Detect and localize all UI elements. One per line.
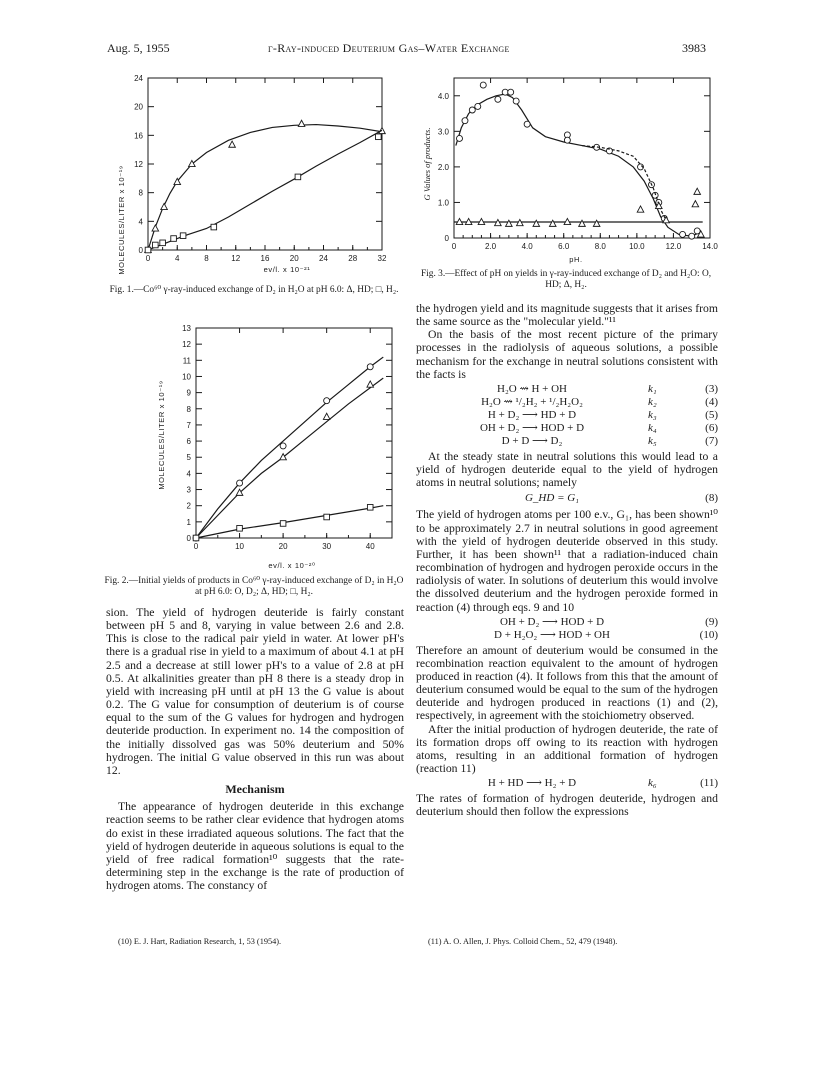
data-point-triangle <box>692 201 699 207</box>
data-point-circle <box>475 103 481 109</box>
data-point-circle <box>495 96 501 102</box>
page-number: 3983 <box>682 41 706 55</box>
x-tick-label: 20 <box>278 542 288 551</box>
y-tick-label: 13 <box>182 324 191 333</box>
data-point-square <box>193 535 199 541</box>
right-paragraph-7: The rates of formation of hydrogen deuteride, hydrogen and deuterium should then follow the expressions <box>416 792 718 819</box>
series-curve <box>582 146 668 224</box>
data-point-square <box>280 521 286 527</box>
data-point-triangle <box>549 220 556 226</box>
equation-6: OH + D₂ ⟶ HOD + D k₄ (6) <box>479 421 718 434</box>
figure-3-series-2 <box>454 188 704 237</box>
data-point-circle <box>689 233 695 239</box>
data-point-triangle <box>367 381 374 387</box>
y-tick-label: 5 <box>186 453 191 463</box>
x-tick-label: 20 <box>289 254 299 263</box>
x-tick-label: 0 <box>451 242 457 251</box>
data-point-circle <box>237 480 243 486</box>
right-paragraph-3: At the steady state in neutral solutions this would lead to a yield of hydrogen deuteride equal to the yield of hydrogen atoms in neutral solutions; namely <box>416 449 718 490</box>
figure-3-plot <box>418 74 718 264</box>
equation-5: H + D₂ ⟶ HD + D k₃ (5) <box>487 408 718 421</box>
x-tick-label: 6.0 <box>558 242 570 251</box>
x-tick-label: 28 <box>348 254 358 263</box>
data-point-circle <box>469 107 475 113</box>
figure-1-series-1 <box>145 130 382 252</box>
data-point-circle <box>508 89 514 95</box>
equation-4: H₂O ⇝ ¹/₂H₂ + ¹/₂H₂O₂ k₂ (4) <box>481 395 718 408</box>
y-tick-label: 8 <box>138 188 143 198</box>
section-heading: Mechanism <box>225 782 285 797</box>
y-tick-label: 12 <box>182 340 191 350</box>
figure-2-ylabel: MOLECULES/LITER x 10⁻¹⁹ <box>157 380 166 490</box>
data-point-square <box>160 240 166 246</box>
equation-8: G_HD = G₁ (8) <box>524 492 718 505</box>
figure-3-xlabel: pH. <box>569 255 583 264</box>
y-tick-label: 1 <box>186 517 191 527</box>
data-point-circle <box>480 82 486 88</box>
series-curve <box>456 94 699 236</box>
equation-9: OH + D₂ ⟶ HOD + D (9) <box>499 615 718 628</box>
y-tick-label: 0 <box>186 534 191 543</box>
figure-2-series-1 <box>196 378 383 538</box>
figure-3-series-1 <box>582 146 668 224</box>
data-point-square <box>376 134 382 140</box>
data-point-circle <box>456 135 462 141</box>
equation-11: H + HD ⟶ H₂ + D k₆ (11) <box>487 777 718 790</box>
x-tick-label: 40 <box>365 542 375 551</box>
y-tick-label: 4 <box>186 469 191 479</box>
right-paragraph-2: On the basis of the most recent picture of the primary processes in the radiolysis of aqueous solutions, a possible mechanism for the exchange in neutral solutions consistent with the facts is <box>416 328 718 381</box>
figure-1-ylabel: MOLECULES/LITER x 10⁻¹⁹ <box>117 165 126 275</box>
data-point-triangle <box>280 454 287 460</box>
footnote-11: (11) A. O. Allen, J. Phys. Colloid Chem., 52, 479 (1948). <box>428 937 618 946</box>
series-curve <box>196 378 383 538</box>
y-tick-label: 11 <box>182 356 191 366</box>
figure-3-ylabel: G Values of products. <box>422 127 432 201</box>
x-tick-label: 10.0 <box>629 242 645 251</box>
data-point-triangle <box>152 225 159 231</box>
data-point-triangle <box>161 203 168 209</box>
figure-2-chart <box>150 320 400 575</box>
running-title: γ-Ray-induced Deuterium Gas–Water Exchange <box>268 41 510 55</box>
data-point-triangle <box>298 120 305 126</box>
y-tick-label: 6 <box>186 437 191 447</box>
x-tick-label: 8 <box>204 254 209 263</box>
equation-10: D + H₂O₂ ⟶ HOD + OH (10) <box>494 628 718 641</box>
x-tick-label: 8.0 <box>594 242 606 251</box>
y-tick-label: 7 <box>186 420 191 430</box>
figure-2-plot <box>150 320 400 575</box>
right-paragraph-4: The yield of hydrogen atoms per 100 e.v., G₁, has been shown¹⁰ to be approximately 2.7 in neutral solutions in good agreement with the yield of hydrogen deuteride observed in this study. Further, it has been shown¹¹ that a radiation-induced chain recombination of hydrogen and hydrogen peroxide occurs in the radiolysis of water. In solutions of deuterium this would involve the dissolved deuterium and the hydrogen peroxide formed in reaction (4) through eqs. 9 and 10 <box>416 508 718 614</box>
data-point-triangle <box>323 413 330 419</box>
figure-2-series-0 <box>193 357 383 541</box>
x-tick-label: 12 <box>231 254 241 263</box>
x-tick-label: 16 <box>260 254 270 263</box>
data-point-square <box>180 233 186 239</box>
figure-2-series-2 <box>193 505 383 541</box>
y-tick-label: 4 <box>138 217 143 227</box>
data-point-circle <box>280 443 286 449</box>
data-point-triangle <box>637 206 644 212</box>
series-curve <box>196 506 383 538</box>
data-point-circle <box>462 118 468 124</box>
data-point-square <box>237 526 243 532</box>
y-tick-label: 0 <box>444 234 449 243</box>
x-tick-label: 0 <box>145 254 151 263</box>
x-tick-label: 0 <box>193 542 199 551</box>
data-point-square <box>153 242 159 248</box>
equation-3: H₂O ⇝ H + OH k₁ (3) <box>497 382 718 395</box>
data-point-square <box>145 247 151 253</box>
x-tick-label: 24 <box>319 254 328 263</box>
figure-1-chart <box>110 70 400 280</box>
data-point-square <box>171 236 177 242</box>
equations-block-2 <box>416 616 718 642</box>
data-point-circle <box>564 137 570 143</box>
data-point-circle <box>513 98 519 104</box>
data-point-square <box>367 505 373 511</box>
data-point-triangle <box>694 188 701 194</box>
data-point-square <box>295 174 301 180</box>
plot-frame <box>196 328 392 538</box>
x-tick-label: 2.0 <box>485 242 497 251</box>
y-tick-label: 16 <box>134 131 143 141</box>
series-curve <box>148 130 382 250</box>
y-tick-label: 8 <box>186 404 191 414</box>
y-tick-label: 3 <box>186 485 191 495</box>
y-tick-label: 0 <box>138 246 143 255</box>
data-point-circle <box>324 398 330 404</box>
y-tick-label: 20 <box>134 102 143 112</box>
y-tick-label: 4.0 <box>437 91 449 101</box>
data-point-triangle <box>506 220 513 226</box>
figure-3-caption: Fig. 3.—Effect of pH on yields in γ-ray-induced exchange of D₂ and H₂O: O, HD; Δ, H₂. <box>420 269 712 290</box>
y-tick-label: 1.0 <box>437 198 449 208</box>
right-paragraph-6: After the initial production of hydrogen deuteride, the rate of its formation drops off owing to its reaction with hydrogen atoms, resulting in an additional formation of hydrogen (reaction 11) <box>416 722 718 776</box>
plot-frame <box>454 78 710 238</box>
plot-frame <box>148 78 382 250</box>
footnote-10: (10) E. J. Hart, Radiation Research, 1, 53 (1954). <box>118 937 282 946</box>
left-column <box>106 606 404 892</box>
y-tick-label: 2 <box>186 501 191 511</box>
x-tick-label: 10 <box>235 542 245 551</box>
right-paragraph-5: Therefore an amount of deuterium would be consumed in the recombination reaction equivalent to the amount of hydrogen produced in reaction (4). It follows from this that the amount of deuterium consumed would be equal to the sum of the hydrogen deuteride and hydrogen produced in reactions (1) and (2), respectively, in agreement with the stoichiometry observed. <box>416 643 718 723</box>
data-point-triangle <box>593 220 600 226</box>
y-tick-label: 9 <box>186 388 191 398</box>
series-curve <box>148 125 382 250</box>
x-tick-label: 4.0 <box>521 242 533 251</box>
x-tick-label: 30 <box>322 542 332 551</box>
figure-2-xlabel: ev/l. x 10⁻²⁰ <box>268 561 316 570</box>
x-tick-label: 14.0 <box>702 242 718 251</box>
x-tick-label: 4 <box>175 254 180 263</box>
figure-2-caption: Fig. 2.—Initial yields of products in Co⁶⁰ γ-ray-induced exchange of D₂ in H₂O at pH 6.0: O, D₂; Δ, HD; □, H₂. <box>104 576 404 597</box>
data-point-triangle <box>579 220 586 226</box>
y-tick-label: 3.0 <box>437 127 449 137</box>
figure-1-plot <box>110 70 400 280</box>
running-date: Aug. 5, 1955 <box>107 41 170 55</box>
x-tick-label: 12.0 <box>665 242 682 251</box>
equations-block-1 <box>416 383 718 448</box>
left-paragraph-1: sion. The yield of hydrogen deuteride is fairly constant between pH 5 and 8, varying in value between 2.6 and 2.8. This is close to the radical pair yield in water. At lower pH's there is a gradual rise in yield to a maximum of about 4.1 at pH 2.5 and a decrease at still lower pH's to a value of 2.8 at pH 0.5. At alkalinities greater than pH 8 there is a steady drop in yield with increasing pH until at pH 13 the G value is about 0.2. The G value for consumption of deuterium is of course equal to the sum of the G values for hydrogen and hydrogen deuteride production. In experiment no. 14 the composition of the initially dissolved gas was 50% deuterium and 50% hydrogen. The initial G value observed in this run was about 12. <box>106 606 404 777</box>
y-tick-label: 12 <box>134 160 143 169</box>
data-point-triangle <box>189 160 196 166</box>
data-point-triangle <box>229 141 236 147</box>
right-paragraph-1: the hydrogen yield and its magnitude suggests that it arises from the same source as the "molecular yield."¹¹ <box>416 302 718 329</box>
figure-1-xlabel: ev/l. x 10⁻²¹ <box>263 265 311 274</box>
equation-7: D + D ⟶ D₂ k₅ (7) <box>501 434 718 447</box>
data-point-square <box>211 224 217 230</box>
figure-1-axes <box>134 74 387 263</box>
data-point-circle <box>524 121 530 127</box>
data-point-square <box>324 514 330 520</box>
y-tick-label: 10 <box>182 372 191 382</box>
y-tick-label: 24 <box>134 74 143 83</box>
figure-3-chart <box>418 74 718 264</box>
data-point-triangle <box>533 220 540 226</box>
data-point-circle <box>367 364 373 370</box>
y-tick-label: 2.0 <box>437 162 449 172</box>
figure-1-caption: Fig. 1.—Co⁶⁰ γ-ray-induced exchange of D₂ in H₂O at pH 6.0: Δ, HD; □, H₂. <box>109 285 399 295</box>
right-column <box>416 302 718 819</box>
left-paragraph-2: The appearance of hydrogen deuteride in this exchange reaction seems to be rather clear evidence that hydrogen atoms do exist in these irradiated aqueous solutions. The fact that the yield of hydrogen deuteride in aqueous solutions is equal to the yield of free radical formation¹⁰ suggests that the rate-determining step in the exchange is the rate of production of hydrogen atoms. The constancy of <box>106 800 404 893</box>
data-point-circle <box>680 231 686 237</box>
x-tick-label: 32 <box>377 254 387 263</box>
